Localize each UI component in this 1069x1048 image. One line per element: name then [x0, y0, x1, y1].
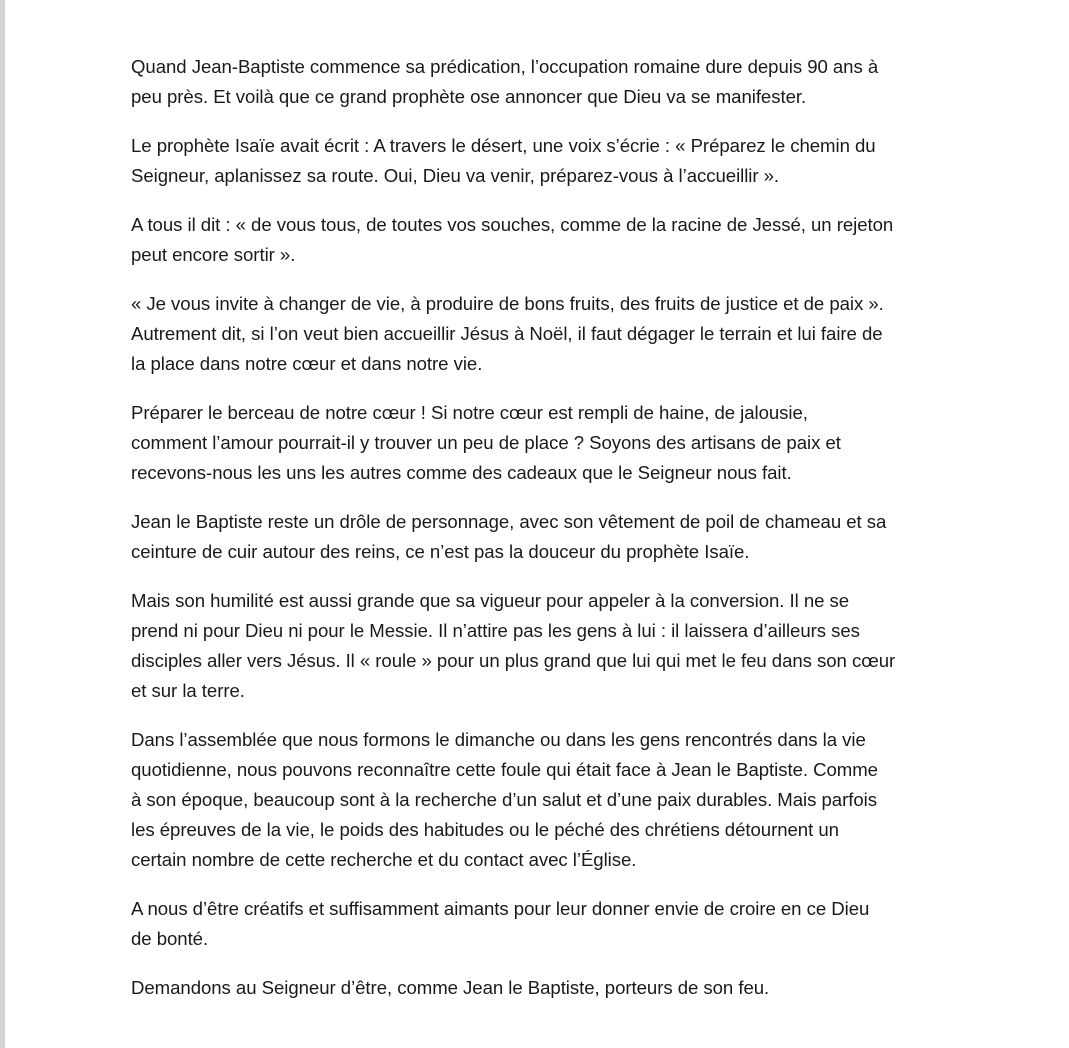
page-left-edge — [0, 0, 5, 1048]
paragraph-9: A nous d’être créatifs et suffisamment aimants pour leur donner envie de croire en ce Dieu de bonté. — [131, 898, 870, 949]
paragraph-5: Préparer le berceau de notre cœur ! Si notre cœur est rempli de haine, de jalousie, comment l’amour pourrait-il y trouver un peu de place ? Soyons des artisans de paix et recevons-nous les uns les autres comme des cadeaux que le Seigneur nous fait. — [131, 402, 841, 483]
paragraph-2: Le prophète Isaïe avait écrit : A travers le désert, une voix s’écrie : « Préparez le chemin du Seigneur, aplanissez sa route. Oui, Dieu va venir, préparez-vous à l’accueillir ». — [131, 135, 876, 186]
paragraph-8: Dans l’assemblée que nous formons le dimanche ou dans les gens rencontrés dans la vie quotidienne, nous pouvons reconnaître cette foule qui était face à Jean le Baptiste. Comme à son époque, beaucoup sont à la recherche d’un salut et d’une paix durables. Mais parfois les épreuves de la vie, le poids des habitudes ou le péché des chrétiens détournent un certain nombre de cette recherche et du contact avec l’Église. — [131, 729, 878, 870]
document-page — [131, 52, 961, 1022]
paragraph-4: « Je vous invite à changer de vie, à produire de bons fruits, des fruits de justice et de paix ». Autrement dit, si l’on veut bien accueillir Jésus à Noël, il faut dégager le terrain et lui faire de la place dans notre cœur et dans notre vie. — [131, 293, 884, 374]
paragraph-1: Quand Jean-Baptiste commence sa prédication, l’occupation romaine dure depuis 90 ans à peu près. Et voilà que ce grand prophète ose annoncer que Dieu va se manifester. — [131, 56, 879, 107]
paragraph-7: Mais son humilité est aussi grande que sa vigueur pour appeler à la conversion. Il ne se prend ni pour Dieu ni pour le Messie. Il n’attire pas les gens à lui : il laissera d’ailleurs ses disciples aller vers Jésus. Il « roule » pour un plus grand que lui qui met le feu dans son cœur et sur la terre. — [131, 590, 896, 701]
paragraph-10: Demandons au Seigneur d’être, comme Jean le Baptiste, porteurs de son feu. — [131, 977, 770, 998]
paragraph-6: Jean le Baptiste reste un drôle de personnage, avec son vêtement de poil de chameau et sa ceinture de cuir autour des reins, ce n’est pas la douceur du prophète Isaïe. — [131, 511, 887, 562]
paragraph-3: A tous il dit : « de vous tous, de toutes vos souches, comme de la racine de Jessé, un rejeton peut encore sortir ». — [131, 214, 894, 265]
